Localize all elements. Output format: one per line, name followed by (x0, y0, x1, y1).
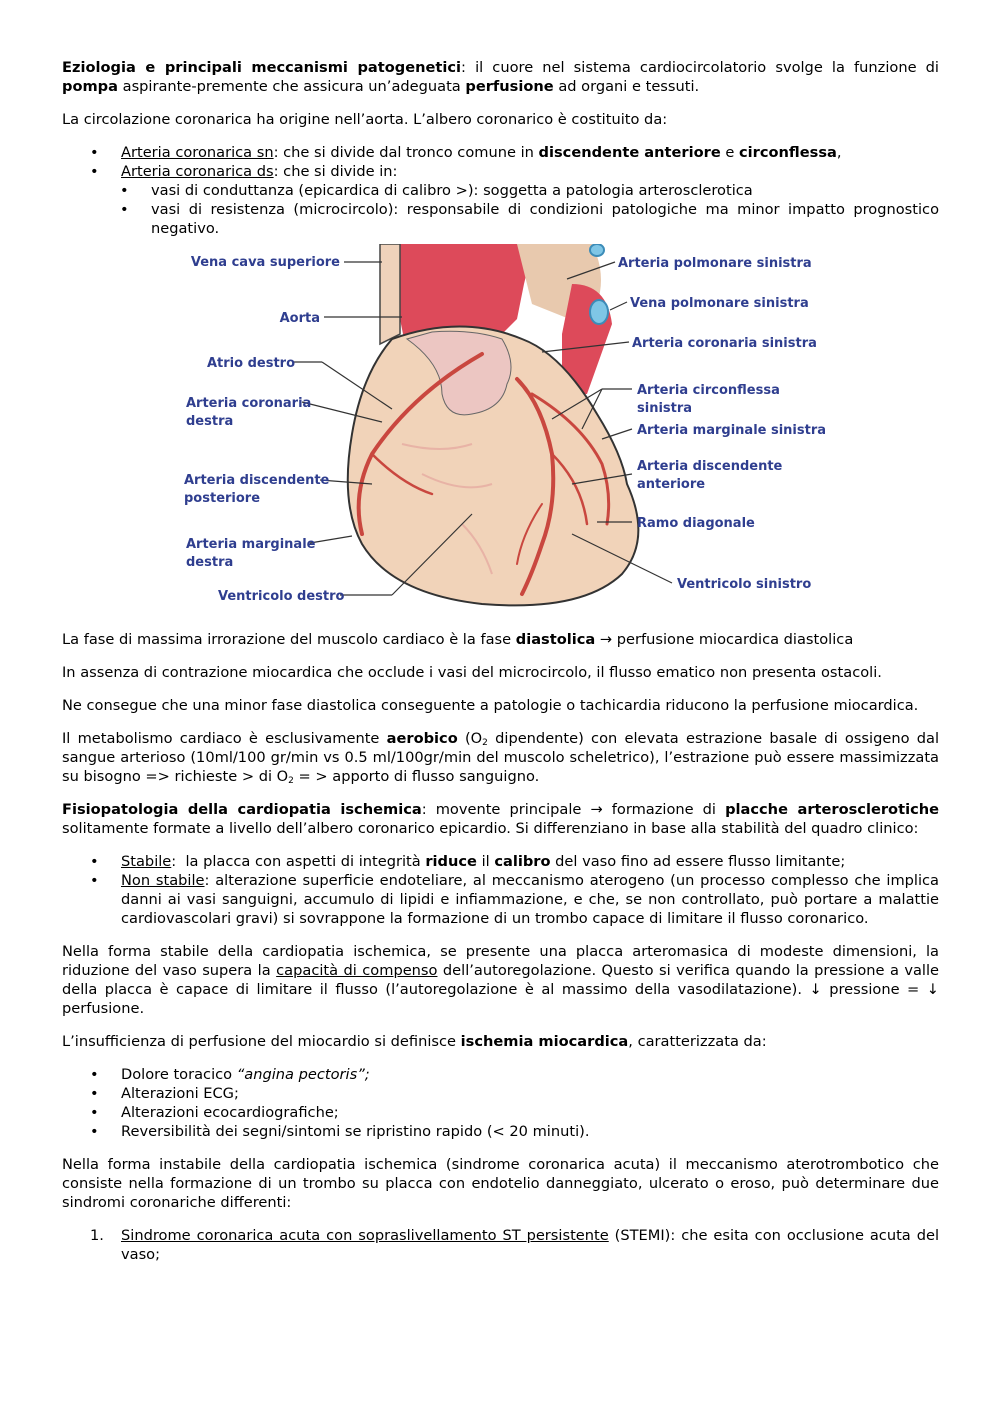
bold-term: aerobico (386, 730, 458, 747)
paragraph-circolazione: La circolazione coronarica ha origine nell’aorta. L’albero coronarico è costituito da: (62, 111, 668, 128)
text-run: dell’autoregolazione. Questo si verifica quando la pressione a valle della placca è capace di limitare il flusso (l’autoregolazione è al massimo della vasodilatazione). ↓ pressione = ↓ perfusione. (62, 962, 939, 1017)
subscript: 2 (288, 776, 294, 786)
label-marginale-sinistra: Arteria marginale sinistra (637, 423, 827, 438)
label-discendente-posteriore: posteriore (184, 491, 261, 506)
label-marginale-destra: Arteria marginale (186, 537, 316, 552)
label-ventricolo-sinistro: Ventricolo sinistro (677, 577, 812, 592)
bold-term: circonflessa (739, 144, 837, 161)
bold-term: Eziologia e principali meccanismi patogenetici (62, 59, 462, 76)
bold-term: Fisiopatologia della cardiopatia ischemica (62, 801, 422, 818)
bold-term: calibro (494, 853, 551, 870)
label-coronaria-destra: Arteria coronaria (186, 396, 312, 411)
paragraph-forma-stabile (62, 942, 939, 1018)
text-run: del vaso fino ad essere flusso limitante; (550, 853, 846, 870)
list-item: • Alterazioni ecocardiografiche; (62, 1103, 939, 1122)
text-run: (STEMI): che esita con occlusione acuta del vaso; (121, 1227, 939, 1263)
underlined-term: Non stabile (121, 872, 205, 889)
text-run: Il metabolismo cardiaco è esclusivamente (62, 730, 387, 747)
text-run: La fase di massima irrorazione del muscolo cardiaco è la fase (62, 631, 516, 648)
paragraph-diastolica (62, 630, 939, 649)
label-circonflessa: sinistra (637, 401, 693, 416)
list-item: • vasi di conduttanza (epicardica di calibro >): soggetta a patologia arterosclerotica (62, 181, 939, 200)
label-discendente-anteriore: anteriore (637, 477, 706, 492)
text-run: : che si divide dal tronco comune in (273, 144, 539, 161)
underlined-term: Arteria coronarica ds (121, 163, 274, 180)
label-coronaria-sinistra: Arteria coronaria sinistra (632, 336, 817, 351)
bold-term: ischemia miocardica (460, 1033, 629, 1050)
list-item (62, 1065, 939, 1084)
label-ramo-diagonale: Ramo diagonale (637, 516, 755, 531)
label-discendente-posteriore: Arteria discendente (184, 473, 330, 488)
text-run: , caratterizzata da: (628, 1033, 767, 1050)
list-item: • Alterazioni ECG; (62, 1084, 939, 1103)
paragraph-eziologia (62, 58, 939, 96)
text-run: → perfusione miocardica diastolica (595, 631, 854, 648)
paragraph-consegue: Ne consegue che una minor fase diastolica conseguente a patologie o tachicardia riducono la perfusione miocardica. (62, 697, 919, 714)
pulmonary-vein-opening (590, 300, 608, 324)
list-item (62, 143, 939, 162)
paragraph-ischemia (62, 1032, 939, 1051)
text-run: : movente principale → formazione di (421, 801, 726, 818)
label-vena-polmonare: Vena polmonare sinistra (630, 296, 809, 311)
text-run: e (720, 144, 739, 161)
italic-term: “angina pectoris”; (236, 1066, 370, 1083)
paragraph-forma-instabile: Nella forma instabile della cardiopatia ischemica (sindrome coronarica acuta) il meccanismo aterotrombotico che consiste nella formazione di un trombo su placca con endotelio danneggiato, ulcerato o eroso, può determinare due sindromi coronariche differenti: (62, 1156, 939, 1211)
text-run: Dolore toracico (121, 1066, 237, 1083)
label-aorta: Aorta (279, 311, 320, 326)
text-run: = > apporto di flusso sanguigno. (293, 768, 540, 785)
text-run: , (836, 144, 842, 161)
document-page (62, 58, 939, 1264)
vena-cava-vessel (380, 244, 400, 344)
label-ventricolo-destro: Ventricolo destro (218, 589, 345, 604)
list-item: • Reversibilità dei segni/sintomi se ripristino rapido (< 20 minuti). (62, 1122, 939, 1141)
label-marginale-destra: destra (186, 555, 234, 570)
bold-term: diastolica (515, 631, 596, 648)
text-run: dipendente) con elevata estrazione basale di ossigeno dal sangue arterioso (10ml/100 gr/min vs 0.5 ml/100gr/min del muscolo scheletrico), l’estrazione può essere massimizzata su bisogno => richieste > di O (62, 730, 939, 785)
label-circonflessa: Arteria circonflessa (637, 383, 780, 398)
list-item (62, 852, 939, 871)
underlined-term: Sindrome coronarica acuta con sopraslivellamento ST persistente (121, 1227, 609, 1244)
bold-term: placche arterosclerotiche (725, 801, 940, 818)
paragraph-fisiopatologia (62, 800, 939, 838)
bold-term: pompa (62, 78, 118, 95)
text-run: solitamente formate a livello dell’albero coronarico epicardio. Si differenziano in base alla stabilità del quadro clinico: (62, 820, 919, 837)
list-item: • vasi di resistenza (microcircolo): responsabile di condizioni patologiche ma minor impatto prognostico negativo. (62, 200, 939, 238)
text-run: (O (457, 730, 483, 747)
list-item (62, 1226, 939, 1264)
text-run: ad organi e tessuti. (553, 78, 700, 95)
subscript: 2 (482, 738, 488, 748)
list-number: 1. (90, 1227, 104, 1244)
coronary-list (62, 143, 939, 181)
coronary-sublist (62, 181, 939, 238)
text-run: : alterazione superficie endoteliare, al meccanismo aterogeno (un processo complesso che implica danni ai vasi sanguigni, accumulo di lipidi e infiammazione, e che, se non controllato, può portare a malattie cardiovascolari gravi) si sovrappone la formazione di un trombo capace di limitare il flusso coronarico. (121, 872, 940, 927)
text-run: Nella forma stabile della cardiopatia ischemica, se presente una placca arteromasica di modeste dimensioni, la riduzione del vaso supera la (62, 943, 939, 979)
list-item (62, 162, 939, 181)
paragraph-contrazione: In assenza di contrazione miocardica che occlude i vasi del microcircolo, il flusso ematico non presenta ostacoli. (62, 664, 882, 681)
bold-term: perfusione (465, 78, 554, 95)
text-run: L’insufficienza di perfusione del miocardio si definisce (62, 1033, 461, 1050)
bold-term: riduce (425, 853, 477, 870)
underlined-term: Arteria coronarica sn (121, 144, 274, 161)
heart-anatomy-figure (62, 244, 939, 616)
label-coronaria-destra: destra (186, 414, 234, 429)
text-run: : il cuore nel sistema cardiocircolatorio svolge la funzione di (461, 59, 939, 76)
label-discendente-anteriore: Arteria discendente (637, 459, 783, 474)
pulmonary-artery-opening (590, 244, 604, 256)
text-run: : che si divide in: (273, 163, 398, 180)
bold-term: discendente anteriore (538, 144, 721, 161)
text-run: aspirante-premente che assicura un’adeguata (117, 78, 466, 95)
underlined-term: capacità di compenso (276, 962, 438, 979)
paragraph-metabolismo (62, 729, 939, 786)
text-run: il (476, 853, 495, 870)
list-item (62, 871, 939, 928)
plaque-list (62, 852, 939, 928)
underlined-term: Stabile (121, 853, 172, 870)
label-atrio-destro: Atrio destro (207, 356, 296, 371)
text-run: : la placca con aspetti di integrità (171, 853, 426, 870)
label-polmonare-sinistra: Arteria polmonare sinistra (618, 256, 812, 271)
symptom-list (62, 1065, 939, 1141)
heart-diagram (62, 244, 939, 616)
label-vena-cava: Vena cava superiore (190, 255, 340, 270)
syndrome-list (62, 1226, 939, 1264)
